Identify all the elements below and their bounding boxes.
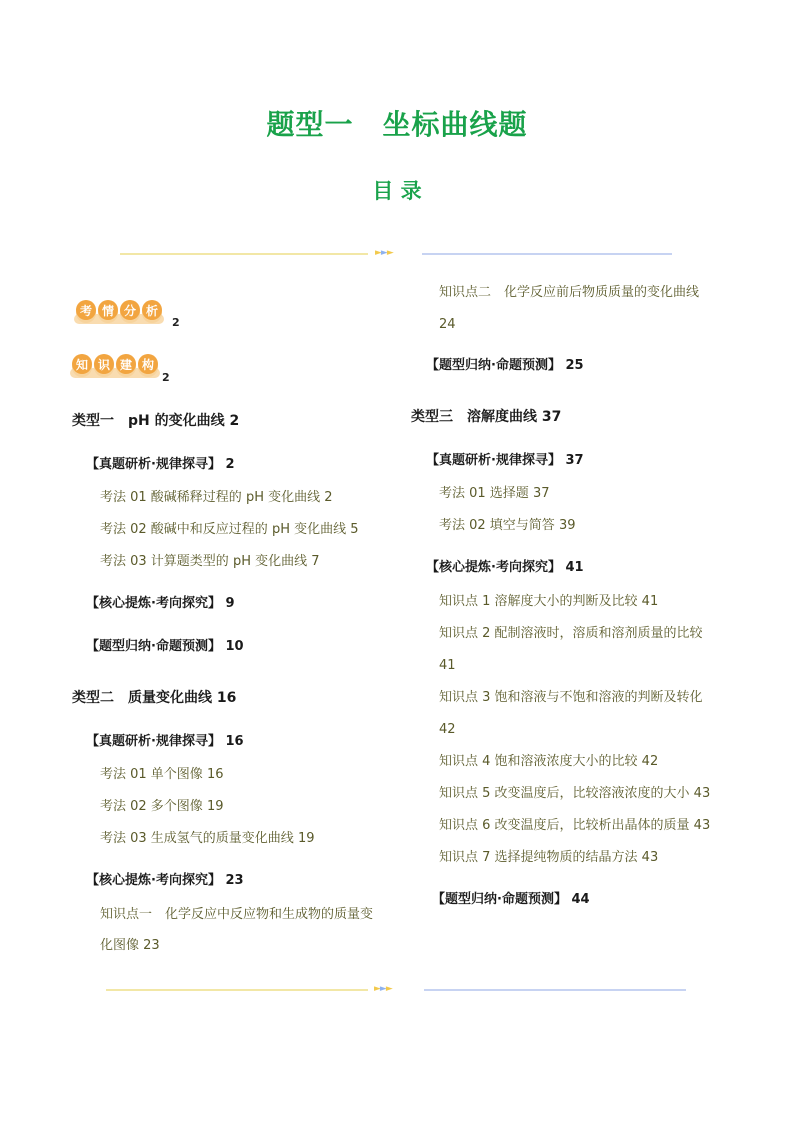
page-title: 题型一 坐标曲线题	[266, 108, 528, 141]
badge-char: 知	[72, 354, 92, 374]
toc-entry-item[interactable]: 42	[439, 722, 456, 737]
toc-entry-section[interactable]: 【题型归纳·命题预测】 44	[432, 892, 590, 907]
badge-char: 考	[76, 300, 96, 320]
toc-entry-section[interactable]: 【真题研析·规律探寻】 37	[426, 453, 584, 468]
toc-entry-item[interactable]: 知识点 5 改变温度后，比较溶液浓度的大小 43	[439, 786, 711, 801]
toc-entry-type[interactable]: 类型三 溶解度曲线 37	[411, 409, 562, 425]
toc-entry-section[interactable]: 【核心提炼·考向探究】 41	[426, 560, 584, 575]
toc-entry-item[interactable]: 24	[439, 317, 456, 332]
toc-entry-item[interactable]: 知识点 4 饱和溶液浓度大小的比较 42	[439, 754, 659, 769]
badge-char: 识	[94, 354, 114, 374]
toc-entry-item[interactable]: 知识点 6 改变温度后，比较析出晶体的质量 43	[439, 818, 711, 833]
toc-entry-item[interactable]: 考法 01 酸碱稀释过程的 pH 变化曲线 2	[100, 490, 333, 505]
toc-entry-item[interactable]: 化图像 23	[100, 938, 160, 953]
toc-entry-item[interactable]: 知识点 7 选择提纯物质的结晶方法 43	[439, 850, 659, 865]
knowledge-map-badge	[72, 352, 158, 380]
badge-char: 情	[98, 300, 118, 320]
toc-entry-item[interactable]: 考法 03 生成氢气的质量变化曲线 19	[100, 831, 315, 846]
toc-entry-item[interactable]: 考法 03 计算题类型的 pH 变化曲线 7	[100, 554, 320, 569]
toc-entry-item[interactable]: 考法 02 酸碱中和反应过程的 pH 变化曲线 5	[100, 522, 359, 537]
toc-entry-item[interactable]: 考法 01 单个图像 16	[100, 767, 224, 782]
toc-entry-item[interactable]: 考法 02 填空与简答 39	[439, 518, 576, 533]
badge-page-number[interactable]: 2	[172, 316, 180, 329]
toc-entry-item[interactable]: 知识点 3 饱和溶液与不饱和溶液的判断及转化	[439, 690, 703, 705]
toc-entry-item[interactable]: 考法 01 选择题 37	[439, 486, 550, 501]
toc-entry-type[interactable]: 类型二 质量变化曲线 16	[72, 690, 237, 706]
toc-entry-type[interactable]: 类型一 pH 的变化曲线 2	[72, 413, 240, 429]
toc-entry-section[interactable]: 【真题研析·规律探寻】 2	[86, 457, 235, 472]
toc-heading: 目 录	[372, 179, 422, 203]
toc-entry-section[interactable]: 【题型归纳·命题预测】 25	[426, 358, 584, 373]
badge-char: 构	[138, 354, 158, 374]
badge-char: 析	[142, 300, 162, 320]
toc-entry-item[interactable]: 知识点二 化学反应前后物质质量的变化曲线	[439, 285, 700, 300]
toc-entry-section[interactable]: 【题型归纳·命题预测】 10	[86, 639, 244, 654]
bottom-divider: ►►►	[106, 985, 686, 995]
toc-entry-item[interactable]: 知识点 1 溶解度大小的判断及比较 41	[439, 594, 659, 609]
toc-entry-item[interactable]: 41	[439, 658, 456, 673]
badge-char: 建	[116, 354, 136, 374]
badge-char: 分	[120, 300, 140, 320]
badge-page-number[interactable]: 2	[162, 371, 170, 384]
toc-entry-item[interactable]: 知识点 2 配制溶液时，溶质和溶剂质量的比较	[439, 626, 703, 641]
toc-entry-section[interactable]: 【真题研析·规律探寻】 16	[86, 734, 244, 749]
toc-entry-section[interactable]: 【核心提炼·考向探究】 9	[86, 596, 235, 611]
toc-entry-item[interactable]: 考法 02 多个图像 19	[100, 799, 224, 814]
toc-entry-section[interactable]: 【核心提炼·考向探究】 23	[86, 873, 244, 888]
top-divider: ►►►	[120, 249, 672, 259]
exam-analysis-badge	[76, 298, 162, 326]
toc-entry-item[interactable]: 知识点一 化学反应中反应物和生成物的质量变	[100, 907, 374, 922]
